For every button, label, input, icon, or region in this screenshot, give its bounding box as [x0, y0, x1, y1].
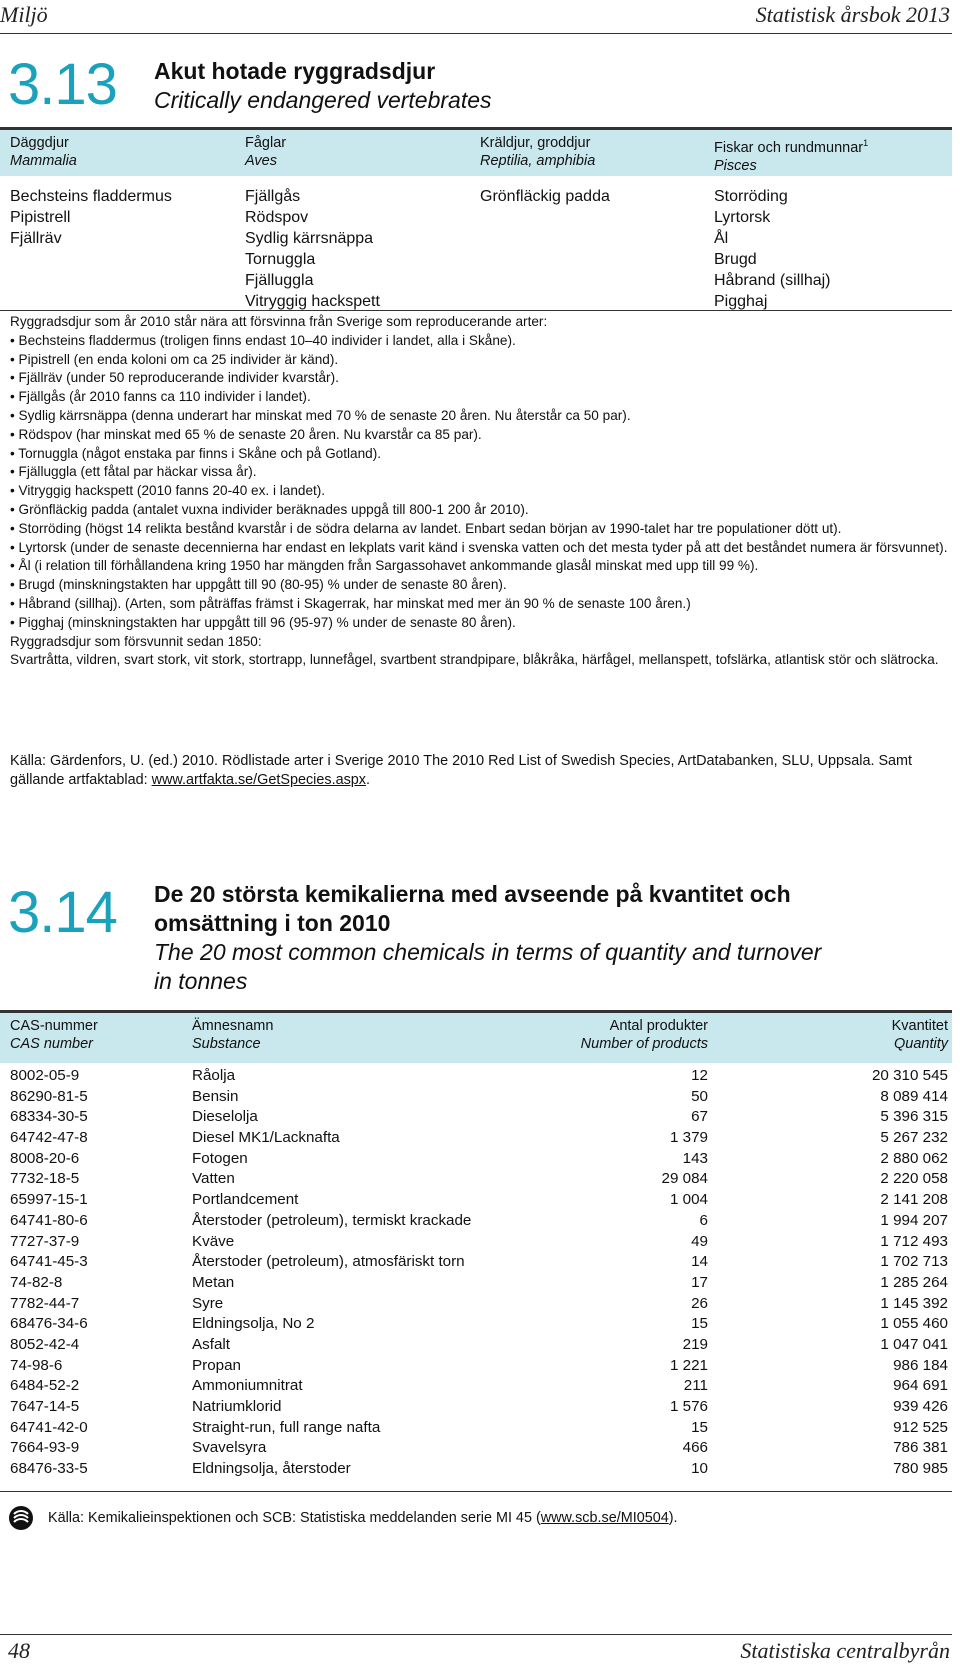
cell-products: 211 — [683, 1377, 708, 1395]
table-row — [10, 1087, 950, 1108]
species-item: Grönfläckig padda — [480, 188, 610, 205]
cell-substance: Ammoniumnitrat — [192, 1377, 303, 1395]
cell-cas: 8002-05-9 — [10, 1067, 80, 1084]
footnote-marker: 1 — [863, 138, 869, 148]
species-item: Storröding — [714, 188, 788, 205]
cell-products: 15 — [691, 1418, 708, 1436]
cell-quantity: 20 310 545 — [871, 1067, 948, 1084]
note-line: Svartråtta, vildren, svart stork, vit stork, stortrapp, lunnefågel, svartbent strandpipare, blåkråka, härfågel, mellanspett, tofslärka, atlantisk stör och slätrocka. — [10, 652, 939, 668]
header-products-en: Number of products — [580, 1036, 708, 1052]
cell-quantity: 964 691 — [893, 1377, 948, 1395]
table-row — [10, 1169, 950, 1190]
note-line: • Ål (i relation till förhållandena kring 1950 har mängden från Sargassohavet ankommande glasål minskat med upp till 99 %). — [10, 558, 759, 574]
cell-products: 143 — [682, 1149, 708, 1167]
species-notes — [10, 313, 950, 670]
header-substance-en: Substance — [192, 1036, 261, 1052]
cell-quantity: 986 184 — [893, 1356, 948, 1374]
species-list-aves — [245, 186, 380, 312]
footer-rule — [0, 1634, 952, 1635]
scb-logo-icon — [8, 1505, 34, 1531]
cell-quantity: 1 145 392 — [880, 1294, 948, 1312]
cell-cas: 64741-45-3 — [10, 1253, 88, 1271]
note-line: • Fjällräv (under 50 reproducerande individer kvarstår). — [10, 370, 339, 386]
header-products-sv: Antal produkter — [609, 1018, 708, 1034]
title-sv: Akut hotade ryggradsdjur — [154, 58, 436, 84]
cell-substance: Straight-run, full range nafta — [192, 1418, 381, 1436]
col-header-pisces: Fiskar och rundmunnar$^1$ Pisces — [714, 138, 869, 174]
running-header-title: Statistisk årsbok 2013 — [755, 2, 950, 27]
title-sv-line-2: omsättning i ton 2010 — [154, 910, 391, 936]
note-line: • Rödspov (har minskat med 65 % de senaste 20 åren. Nu kvarstår ca 85 par). — [10, 426, 482, 442]
cell-products: 219 — [682, 1335, 708, 1353]
species-item: Tornuggla — [245, 251, 316, 268]
note-line: • Pigghaj (minskningstakten har uppgått till 96 (95-97) % under de senaste 80 åren). — [10, 614, 516, 630]
note-line: • Fjälluggla (ett fåtal par häckar vissa år). — [10, 464, 257, 480]
cell-products: 1 379 — [669, 1129, 708, 1147]
cell-quantity: 2 880 062 — [880, 1149, 948, 1167]
cell-quantity: 780 985 — [893, 1460, 948, 1478]
table-row — [10, 1066, 950, 1087]
cell-substance: Dieselolja — [192, 1108, 258, 1126]
cell-quantity: 1 285 264 — [880, 1273, 948, 1291]
cell-products: 67 — [691, 1108, 708, 1126]
cell-cas: 74-98-6 — [10, 1356, 63, 1374]
species-list-mammalia — [10, 186, 172, 249]
cell-cas: 6484-52-2 — [10, 1377, 80, 1395]
cell-products: 26 — [691, 1294, 708, 1312]
header-substance-sv: Ämnesnamn — [192, 1018, 274, 1034]
header-rule — [0, 33, 952, 34]
note-line: • Tornuggla (något enstaka par finns i Skåne och på Gotland). — [10, 445, 382, 461]
table-title-3-13 — [154, 57, 492, 115]
table-title-3-14 — [154, 880, 821, 996]
cell-quantity: 5 396 315 — [880, 1108, 948, 1126]
note-line: • Fjällgås (år 2010 fanns ca 110 individer i landet). — [10, 389, 311, 405]
cell-substance: Diesel MK1/Lacknafta — [192, 1129, 340, 1147]
cell-substance: Råolja — [192, 1067, 236, 1084]
cell-products: 1 576 — [669, 1398, 708, 1415]
cell-cas: 8008-20-6 — [10, 1149, 80, 1167]
cell-quantity: 1 994 207 — [880, 1211, 948, 1229]
species-list-reptilia — [480, 186, 610, 207]
chem-table-header — [10, 1017, 950, 1053]
cell-substance: Bensin — [192, 1087, 239, 1105]
title-sv-line-1: De 20 största kemikalierna med avseende på kvantitet och — [154, 881, 791, 907]
species-item: Ål — [714, 230, 729, 247]
note-line: • Storröding (högst 14 relikta bestånd kvarstår i de södra delarna av landet. Enbart sedan början av 1990-talet har tre populationer dött ut). — [10, 520, 842, 536]
col-header-mammalia: Däggdjur Mammalia — [10, 135, 77, 169]
cell-products: 6 — [699, 1211, 708, 1229]
cell-cas: 68334-30-5 — [10, 1108, 88, 1126]
source-3-14: Källa: Kemikalieinspektionen och SCB: Statistiska meddelanden serie MI 45 (www.scb.se/MI0504). — [48, 1510, 678, 1526]
cell-quantity: 939 426 — [893, 1398, 948, 1415]
table-bottom-rule — [0, 310, 952, 311]
cell-cas: 64741-80-6 — [10, 1211, 88, 1229]
cell-products: 10 — [691, 1460, 708, 1478]
cell-products: 466 — [682, 1439, 708, 1457]
cell-substance: Fotogen — [192, 1149, 248, 1167]
cell-cas: 7727-37-9 — [10, 1232, 80, 1250]
cell-cas: 7732-18-5 — [10, 1170, 80, 1188]
table-row — [10, 1418, 950, 1439]
table-row — [10, 1190, 950, 1211]
note-line: Ryggradsdjur som år 2010 står nära att försvinna från Sverige som reproducerande arter: — [10, 314, 548, 329]
header-cas-en: CAS number — [10, 1036, 94, 1052]
cell-cas: 8052-42-4 — [10, 1335, 80, 1353]
cell-cas: 64742-47-8 — [10, 1129, 88, 1147]
note-line: Ryggradsdjur som försvunnit sedan 1850: — [10, 633, 262, 649]
cell-cas: 7664-93-9 — [10, 1439, 80, 1457]
cell-cas: 65997-15-1 — [10, 1191, 88, 1209]
cell-cas: 68476-33-5 — [10, 1460, 88, 1478]
note-line: • Sydlig kärrsnäppa (denna underart har minskat med 70 % de senaste 20 åren. Nu återstår ca 50 par). — [10, 407, 631, 423]
table-row — [10, 1335, 950, 1356]
cell-cas: 74-82-8 — [10, 1273, 63, 1291]
cell-substance: Eldningsolja, No 2 — [192, 1315, 315, 1333]
cell-quantity: 5 267 232 — [880, 1129, 948, 1147]
cell-quantity: 1 702 713 — [880, 1253, 948, 1271]
cell-quantity: 912 525 — [893, 1418, 948, 1436]
cell-quantity: 2 141 208 — [880, 1191, 948, 1209]
cell-products: 12 — [691, 1067, 708, 1084]
artfakta-link[interactable]: www.artfakta.se/GetSpecies.aspx — [151, 772, 366, 788]
table-row — [10, 1376, 950, 1397]
species-item: Pigghaj — [714, 293, 768, 310]
table-row — [10, 1294, 950, 1315]
chem-table-body — [10, 1066, 950, 1480]
table-row — [10, 1211, 950, 1232]
cell-quantity: 2 220 058 — [880, 1170, 948, 1188]
species-list-pisces — [714, 186, 831, 312]
cell-substance: Svavelsyra — [192, 1439, 267, 1457]
cell-substance: Kväve — [192, 1232, 235, 1250]
table-row — [10, 1273, 950, 1294]
publisher-name: Statistiska centralbyrån — [740, 1638, 950, 1663]
table-row — [10, 1107, 950, 1128]
header-quantity-sv: Kvantitet — [891, 1018, 948, 1034]
table-row — [10, 1459, 950, 1480]
cell-cas: 7782-44-7 — [10, 1294, 80, 1312]
cell-substance: Propan — [192, 1356, 241, 1374]
title-en-line-2: in tonnes — [154, 968, 248, 994]
species-item: Lyrtorsk — [714, 209, 771, 226]
cell-products: 1 221 — [669, 1356, 708, 1374]
table-row — [10, 1128, 950, 1149]
header-quantity-en: Quantity — [894, 1036, 948, 1052]
cell-substance: Vatten — [192, 1170, 235, 1188]
cell-cas: 68476-34-6 — [10, 1315, 88, 1333]
page-number: 48 — [8, 1638, 30, 1663]
table-row — [10, 1397, 950, 1418]
table-row — [10, 1438, 950, 1459]
table-row — [10, 1356, 950, 1377]
cell-substance: Återstoder (petroleum), termiskt krackade — [192, 1211, 472, 1229]
note-line: • Lyrtorsk (under de senaste decennierna har endast en lekplats varit känd i svenska vatten och det mesta tyder på att det beståndet numera är försvunnet). — [10, 539, 948, 555]
cell-substance: Natriumklorid — [192, 1398, 282, 1415]
species-item: Bechsteins fladdermus — [10, 188, 172, 205]
table-number-3-14: 3.14 — [8, 880, 117, 945]
table-row — [10, 1232, 950, 1253]
scb-link[interactable]: www.scb.se/MI0504 — [540, 1510, 669, 1526]
cell-cas: 86290-81-5 — [10, 1087, 88, 1105]
cell-cas: 7647-14-5 — [10, 1398, 80, 1415]
note-line: • Brugd (minskningstakten har uppgått till 90 (80-95) % under de senaste 80 åren). — [10, 577, 507, 593]
cell-products: 29 084 — [661, 1170, 708, 1188]
col-header-reptilia: Kräldjur, groddjur Reptilia, amphibia — [480, 135, 596, 169]
table-row — [10, 1149, 950, 1170]
species-item: Fjällgås — [245, 188, 301, 205]
note-line: • Pipistrell (en enda koloni om ca 25 individer är känd). — [10, 351, 339, 367]
cell-products: 49 — [691, 1232, 708, 1250]
cell-cas: 64741-42-0 — [10, 1418, 88, 1436]
cell-quantity: 1 712 493 — [880, 1232, 948, 1250]
table-row — [10, 1314, 950, 1335]
cell-products: 15 — [691, 1315, 708, 1333]
col-header-aves: Fåglar Aves — [245, 135, 287, 169]
species-item: Sydlig kärrsnäppa — [245, 230, 374, 247]
cell-substance: Syre — [192, 1294, 224, 1312]
title-en: Critically endangered vertebrates — [154, 87, 492, 113]
cell-substance: Metan — [192, 1273, 235, 1291]
species-item: Håbrand (sillhaj) — [714, 272, 831, 289]
table-row — [10, 1252, 950, 1273]
cell-products: 14 — [691, 1253, 708, 1271]
species-item: Rödspov — [245, 209, 309, 226]
species-item: Fjällräv — [10, 230, 62, 247]
cell-quantity: 1 047 041 — [880, 1335, 948, 1353]
source-3-13: Källa: Gärdenfors, U. (ed.) 2010. Rödlistade arter i Sverige 2010 The 2010 Red List of Swedish Species, ArtDatabanken, SLU, Uppsala. Samt gällande artfaktablad: www.artfakta.se/GetSpecies.aspx. — [10, 753, 913, 788]
cell-quantity: 8 089 414 — [880, 1087, 948, 1105]
cell-substance: Portlandcement — [192, 1191, 299, 1209]
cell-products: 1 004 — [669, 1191, 708, 1209]
cell-quantity: 786 381 — [893, 1439, 948, 1457]
chem-table-bottom-rule — [0, 1491, 952, 1492]
note-line: • Grönfläckig padda (antalet vuxna individer beräknades uppgå till 800-1 200 år 2010). — [10, 501, 529, 517]
species-item: Fjälluggla — [245, 272, 314, 289]
note-line: • Vitryggig hackspett (2010 fanns 20-40 ex. i landet). — [10, 483, 326, 499]
cell-substance: Återstoder (petroleum), atmosfäriskt torn — [192, 1253, 465, 1271]
cell-products: 50 — [691, 1087, 708, 1105]
header-cas-sv: CAS-nummer — [10, 1018, 98, 1034]
species-item: Vitryggig hackspett — [245, 293, 380, 310]
title-en-line-1: The 20 most common chemicals in terms of quantity and turnover — [154, 939, 822, 965]
species-item: Brugd — [714, 251, 757, 268]
note-line: • Håbrand (sillhaj). (Arten, som påträffas främst i Skagerrak, har minskat med mer än 90 % de senaste 100 åren.) — [10, 595, 691, 611]
running-header-section: Miljö — [0, 2, 48, 27]
species-item: Pipistrell — [10, 209, 71, 226]
cell-substance: Eldningsolja, återstoder — [192, 1460, 351, 1478]
cell-products: 17 — [691, 1273, 708, 1291]
table-number-3-13: 3.13 — [8, 52, 117, 117]
cell-quantity: 1 055 460 — [880, 1315, 948, 1333]
note-line: • Bechsteins fladdermus (troligen finns endast 10–40 individer i landet, alla i Skåne). — [10, 332, 516, 348]
cell-substance: Asfalt — [192, 1335, 230, 1353]
